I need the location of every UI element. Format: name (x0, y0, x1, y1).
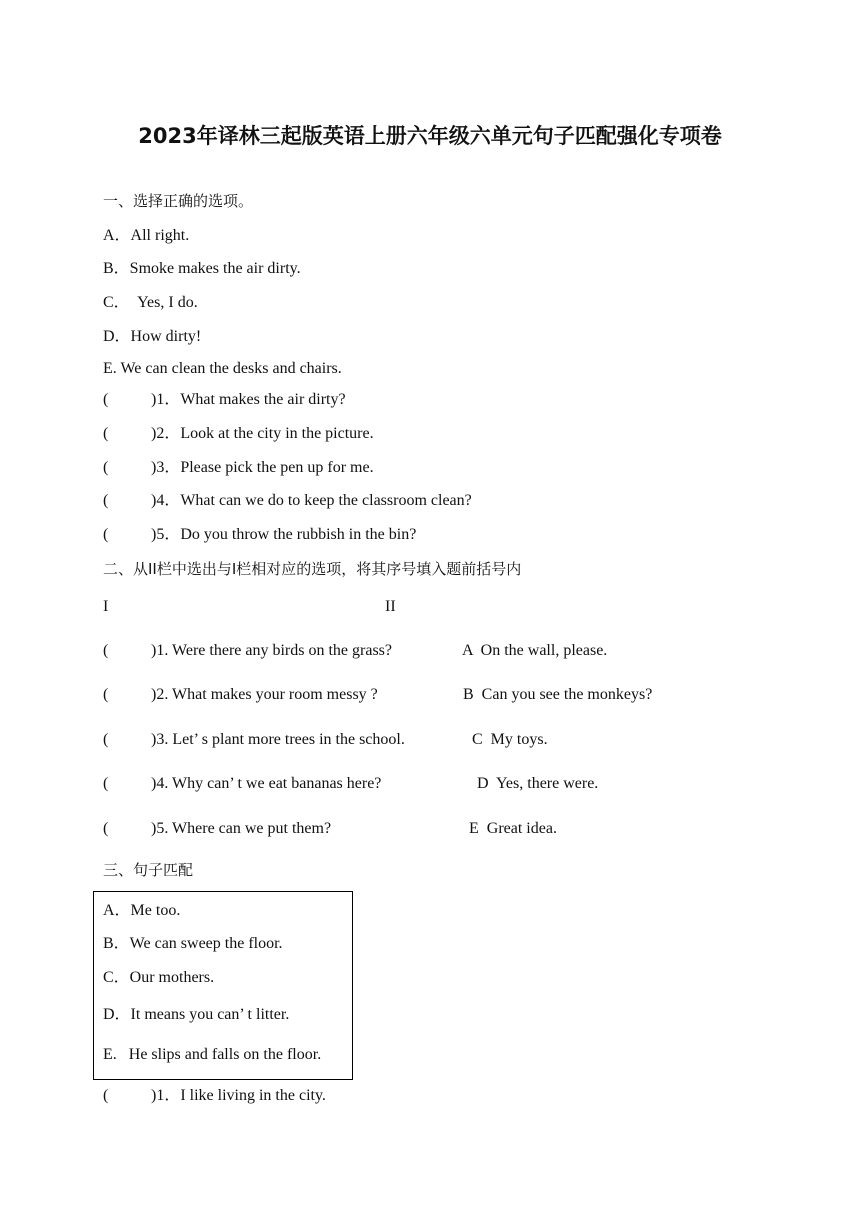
answer-blank-open[interactable]: ( (103, 459, 109, 476)
section2-answer-a: A On the wall, please. (462, 642, 608, 659)
answer-blank-open[interactable]: ( (103, 820, 109, 837)
answer-blank-close: ) (151, 820, 157, 837)
section3-option-a: A．Me too. (103, 902, 181, 919)
question-text: 1．I like living in the city. (156, 1087, 326, 1104)
page-title: 2023年译林三起版英语上册六年级六单元句子匹配强化专项卷 (138, 124, 722, 148)
section2-question-5 (103, 819, 331, 839)
answer-blank-close: ) (151, 526, 157, 543)
section1-question-2 (103, 424, 374, 444)
section2-question-1 (103, 641, 392, 661)
section2-question-3 (103, 730, 405, 750)
section1-option-e: E. We can clean the desks and chairs. (103, 360, 342, 377)
column-ii-label: II (385, 598, 396, 615)
question-text: 1. Were there any birds on the grass? (156, 642, 392, 659)
question-text: 5. Where can we put them? (156, 820, 332, 837)
section1-question-3 (103, 458, 374, 478)
section3-heading: 三、句子匹配 (103, 861, 194, 879)
question-text: 3. Let’ s plant more trees in the school. (156, 731, 405, 748)
section2-question-4 (103, 774, 381, 794)
answer-blank-open[interactable]: ( (103, 425, 109, 442)
section1-question-4 (103, 491, 472, 511)
answer-blank-close: ) (151, 1087, 157, 1104)
answer-blank-close: ) (151, 731, 157, 748)
answer-blank-open[interactable]: ( (103, 1087, 109, 1104)
section3-option-b: B．We can sweep the floor. (103, 935, 283, 952)
answer-blank-close: ) (151, 686, 157, 703)
answer-blank-close: ) (151, 459, 157, 476)
section2-question-2 (103, 685, 378, 705)
answer-blank-open[interactable]: ( (103, 492, 109, 509)
section2-answer-c: C My toys. (472, 731, 548, 748)
section2-heading: 二、从II栏中选出与I栏相对应的选项，将其序号填入题前括号内 (103, 560, 522, 578)
section2-answer-d: D Yes, there were. (477, 775, 599, 792)
section3-option-c: C．Our mothers. (103, 969, 215, 986)
question-text: 4. Why can’ t we eat bananas here? (156, 775, 382, 792)
answer-blank-close: ) (151, 492, 157, 509)
answer-blank-open[interactable]: ( (103, 526, 109, 543)
answer-blank-close: ) (151, 391, 157, 408)
answer-blank-open[interactable]: ( (103, 642, 109, 659)
question-text: 1．What makes the air dirty? (156, 391, 346, 408)
question-text: 4．What can we do to keep the classroom clean? (156, 492, 472, 509)
question-text: 3．Please pick the pen up for me. (156, 459, 374, 476)
answer-blank-open[interactable]: ( (103, 391, 109, 408)
section2-answer-e: E Great idea. (469, 820, 557, 837)
section1-heading: 一、选择正确的选项。 (103, 192, 254, 210)
answer-blank-close: ) (151, 642, 157, 659)
section1-question-5 (103, 525, 416, 545)
answer-blank-open[interactable]: ( (103, 731, 109, 748)
section3-option-e: E. He slips and falls on the floor. (103, 1046, 322, 1063)
question-text: 2. What makes your room messy ? (156, 686, 378, 703)
section1-question-1 (103, 390, 346, 410)
answer-blank-close: ) (151, 425, 157, 442)
column-i-label: I (103, 598, 109, 615)
answer-blank-open[interactable]: ( (103, 775, 109, 792)
section3-option-d: D．It means you can’ t litter. (103, 1006, 290, 1023)
question-text: 5．Do you throw the rubbish in the bin? (156, 526, 417, 543)
answer-blank-close: ) (151, 775, 157, 792)
section1-option-b: B．Smoke makes the air dirty. (103, 260, 301, 277)
section1-option-c: C． Yes, I do. (103, 294, 198, 311)
answer-blank-open[interactable]: ( (103, 686, 109, 703)
section1-option-a: A．All right. (103, 227, 190, 244)
section2-answer-b: B Can you see the monkeys? (463, 686, 653, 703)
question-text: 2．Look at the city in the picture. (156, 425, 374, 442)
section3-question-1 (103, 1086, 326, 1106)
section1-option-d: D．How dirty! (103, 328, 202, 345)
